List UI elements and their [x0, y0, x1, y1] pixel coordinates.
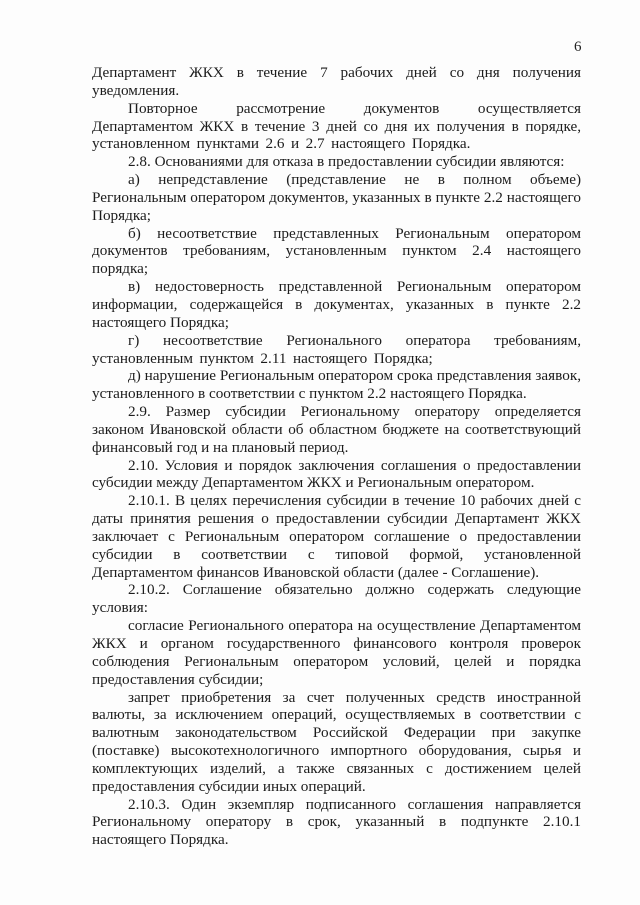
paragraph-re-review: Повторное рассмотрение документов осуществляется Департаментом ЖКХ в течение 3 дней со дня их получения в порядке, установленном пунктами 2.6 и 2.7 настоящего Порядка. — [92, 99, 581, 153]
list-item-g: г) несоответствие Регионального оператора требованиям, установленным пунктом 2.11 настоящего Порядка; — [92, 331, 581, 367]
paragraph-2-10: 2.10. Условия и порядок заключения соглашения о предоставлении субсидии между Департаментом ЖКХ и Региональным оператором. — [92, 456, 581, 492]
document-body — [92, 64, 581, 849]
paragraph-continuation: Департамент ЖКХ в течение 7 рабочих дней со дня получения уведомления. — [92, 64, 581, 99]
list-item-d: д) нарушение Региональным оператором срока представления заявок, установленного в соответствии с пунктом 2.2 настоящего Порядка. — [92, 367, 581, 403]
paragraph-2-8: 2.8. Основаниями для отказа в предоставлении субсидии являются: — [128, 153, 565, 171]
list-item-v: в) недостоверность представленной Региональным оператором информации, содержащейся в документах, указанных в пункте 2.2 настоящего Порядка; — [92, 278, 581, 331]
condition-consent: согласие Регионального оператора на осуществление Департаментом ЖКХ и органом государственного финансового контроля проверок соблюдения Региональным оператором условий, целей и порядка предоставления субсидии; — [92, 617, 581, 688]
paragraph-2-10-3: 2.10.3. Один экземпляр подписанного соглашения направляется Региональному оператору в срок, указанный в подпункте 2.10.1 настоящего Порядка. — [92, 795, 581, 849]
list-item-b: б) несоответствие представленных Региональным оператором документов требованиям, установленным пунктом 2.4 настоящего порядка; — [92, 224, 581, 278]
paragraph-2-10-2: 2.10.2. Соглашение обязательно должно содержать следующие условия: — [92, 581, 581, 617]
page-number: 6 — [574, 39, 582, 55]
paragraph-2-9: 2.9. Размер субсидии Региональному оператору определяется законом Ивановской области об областном бюджете на соответствующий финансовый год и на плановый период. — [92, 403, 581, 456]
list-item-a: а) непредставление (представление не в полном объеме) Региональным оператором документов, указанных в пункте 2.2 настоящего Порядка; — [92, 171, 581, 224]
paragraph-2-10-1: 2.10.1. В целях перечисления субсидии в течение 10 рабочих дней с даты принятия решения о предоставлении субсидии Департамент ЖКХ заключает с Региональным оператором соглашение о предоставлении субсидии в соответствии с типовой формой, установленной Департаментом финансов Ивановской области (далее - Соглашение). — [92, 492, 581, 581]
condition-currency-ban: запрет приобретения за счет полученных средств иностранной валюты, за исключением операций, осуществляемых в соответствии с валютным законодательством Российской Федерации при закупке (поставке) высокотехнологичного импортного оборудования, сырья и комплектующих изделий, а также связанных с достижением целей предоставления субсидии иных операций. — [92, 688, 581, 795]
